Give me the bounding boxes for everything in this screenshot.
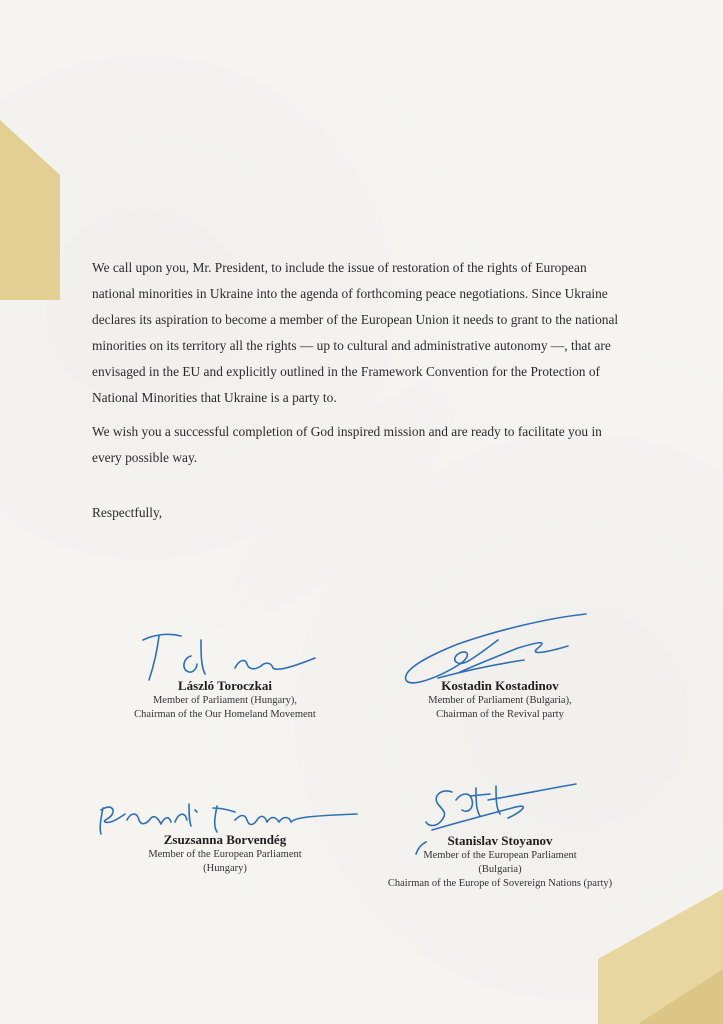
signatory-name: László Toroczkai	[177, 678, 273, 693]
signatory-name: Kostadin Kostadinov	[441, 678, 559, 693]
signatory-role: (Bulgaria)	[478, 864, 522, 875]
signatory-role: Member of the European Parliament	[423, 850, 577, 861]
signatory-role: Member of Parliament (Bulgaria),	[428, 695, 572, 706]
signatory-role: Chairman of the Revival party	[436, 709, 564, 720]
signatory-role: Chairman of the Our Homeland Movement	[134, 709, 316, 720]
gold-corner-right	[598, 889, 723, 1024]
signatory-role: Member of Parliament (Hungary),	[152, 695, 298, 706]
signatory-toroczkai	[110, 678, 340, 722]
signature-toroczkai	[135, 628, 325, 684]
signature-kostadinov	[398, 608, 594, 688]
signatory-role: (Hungary)	[203, 863, 247, 874]
letter-body	[92, 255, 632, 479]
paragraph-2: We wish you a successful completion of God inspired mission and are ready to facilitate you in every possible way.	[92, 424, 602, 465]
signatory-kostadinov	[385, 678, 615, 722]
signatory-stoyanov	[370, 833, 630, 891]
closing-line: Respectfully,	[92, 505, 163, 520]
signatory-role: Member of the European Parliament	[148, 849, 302, 860]
paragraph-1: We call upon you, Mr. President, to include the issue of restoration of the rights of European national minorities in Ukraine into the agenda of forthcoming peace negotiations. Since Ukraine declares its aspiration to become a member of the European Union it needs to grant to the national minorities on its territory all the rights — up to cultural and administrative autonomy —, that are envisaged in the EU and explicitly outlined in the Framework Convention for the Protection of National Minorities that Ukraine is a party to.	[92, 260, 619, 405]
signatory-borvendeg	[110, 832, 340, 876]
signatory-role: Chairman of the Europe of Sovereign Nations (party)	[387, 878, 613, 889]
gold-corner-left	[0, 120, 60, 300]
signatory-name: Stanislav Stoyanov	[447, 833, 553, 848]
signatory-name: Zsuzsanna Borvendég	[163, 832, 287, 847]
